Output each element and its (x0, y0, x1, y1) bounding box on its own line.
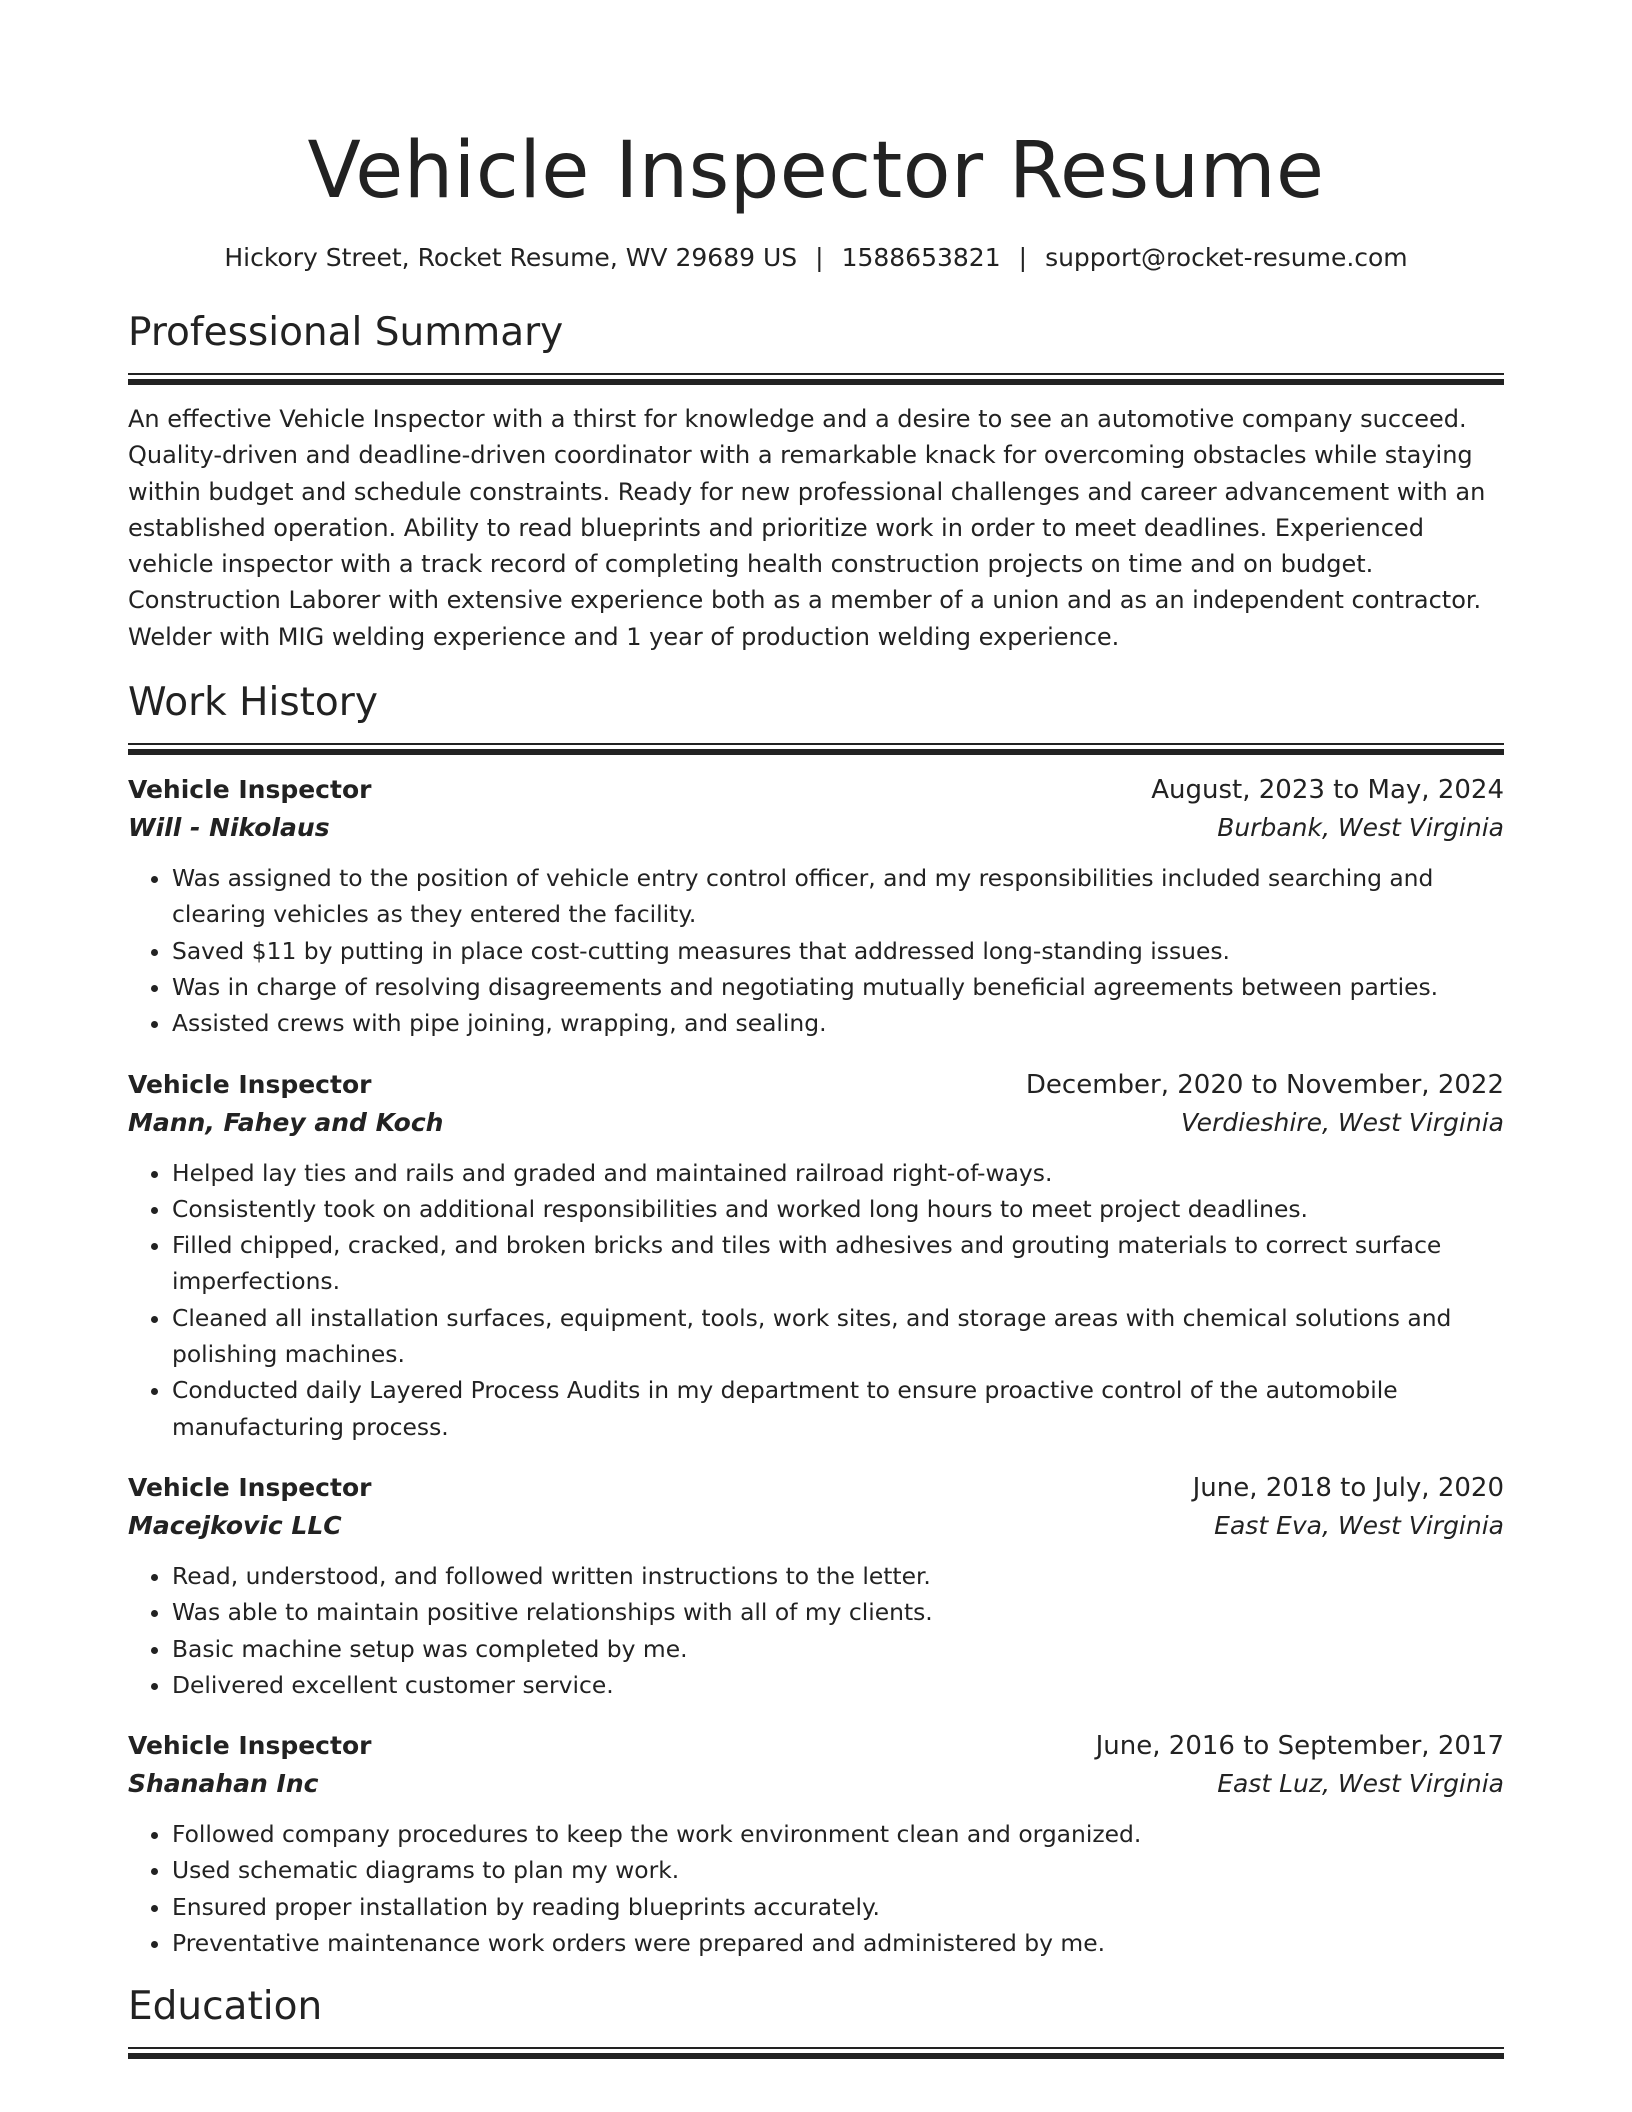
duty-list (128, 1558, 1504, 1703)
job-company: Mann, Fahey and Koch (128, 1107, 444, 1137)
job-dates: June, 2018 to July, 2020 (1192, 1472, 1504, 1503)
section-heading-summary: Professional Summary (128, 310, 564, 355)
job-entry (128, 771, 1504, 1041)
job-company: Will - Nikolaus (128, 813, 330, 843)
job-title: Vehicle Inspector (128, 775, 372, 805)
job-location: Burbank, West Virginia (1217, 813, 1504, 843)
job-entry (128, 1469, 1504, 1703)
contact-separator: | (1018, 243, 1028, 272)
job-title: Vehicle Inspector (128, 1472, 372, 1502)
job-title: Vehicle Inspector (128, 1731, 372, 1761)
contact-phone: 1588653821 (841, 243, 1001, 272)
duty-item: • Assisted crews with pipe joining, wrapping, and sealing. (172, 1005, 1504, 1041)
duty-item: • Followed company procedures to keep the work environment clean and organized. (172, 1816, 1504, 1852)
job-location: Verdieshire, West Virginia (1181, 1107, 1504, 1137)
section-divider (128, 2047, 1504, 2059)
resume-page (128, 0, 1504, 2059)
job-entry (128, 1066, 1504, 1445)
resume-title: Vehicle Inspector Resume (307, 126, 1325, 216)
duty-item: • Consistently took on additional responsibilities and worked long hours to meet project deadlines. (172, 1191, 1504, 1227)
duty-item: • Basic machine setup was completed by me. (172, 1631, 1504, 1667)
job-title: Vehicle Inspector (128, 1069, 372, 1099)
section-heading-education: Education (128, 1984, 323, 2030)
job-dates: December, 2020 to November, 2022 (1025, 1069, 1504, 1100)
job-company: Macejkovic LLC (128, 1510, 342, 1540)
duty-item: • Delivered excellent customer service. (172, 1667, 1504, 1703)
summary-text: An effective Vehicle Inspector with a thirst for knowledge and a desire to see an automotive company succeed. Quality-driven and deadline-driven coordinator with a remarkable knack for overcoming obstacles while staying within budget and schedule constraints. Ready for new professional challenges and career advancement with an established operation. Ability to read blueprints and prioritize work in order to meet deadlines. Experienced vehicle inspector with a track record of completing health construction projects on time and on budget. Construction Laborer with extensive experience both as a member of a union and as an independent contractor. Welder with MIG welding experience and 1 year of production welding experience. (128, 405, 1486, 651)
duty-list (128, 1155, 1504, 1445)
job-location: East Luz, West Virginia (1217, 1769, 1504, 1799)
duty-item: • Was assigned to the position of vehicle entry control officer, and my responsibilities included searching and clearing vehicles as they entered the facility. (172, 860, 1504, 933)
duty-item: • Read, understood, and followed written instructions to the letter. (172, 1558, 1504, 1594)
contact-separator: | (815, 243, 824, 272)
contact-address: Hickory Street, Rocket Resume, WV 29689 US (224, 243, 798, 272)
contact-line (128, 241, 1504, 275)
job-dates: June, 2016 to September, 2017 (1095, 1731, 1504, 1762)
duty-list (128, 860, 1504, 1041)
job-company: Shanahan Inc (128, 1769, 319, 1799)
duty-item: • Helped lay ties and rails and graded and maintained railroad right-of-ways. (172, 1155, 1504, 1191)
duty-item: • Was able to maintain positive relationships with all of my clients. (172, 1594, 1504, 1630)
duty-list (128, 1816, 1504, 1961)
duty-item: • Saved $11 by putting in place cost-cutting measures that addressed long-standing issues. (172, 933, 1504, 969)
duty-item: • Cleaned all installation surfaces, equipment, tools, work sites, and storage areas with chemical solutions and polishing machines. (172, 1300, 1504, 1373)
summary-section (128, 307, 1504, 655)
job-dates: August, 2023 to May, 2024 (1151, 775, 1504, 806)
duty-item: • Ensured proper installation by reading blueprints accurately. (172, 1889, 1504, 1925)
duty-item: • Preventative maintenance work orders were prepared and administered by me. (172, 1925, 1504, 1961)
section-heading-work-history: Work History (128, 680, 378, 726)
job-location: East Eva, West Virginia (1214, 1510, 1504, 1540)
education-section (128, 1981, 1504, 2059)
section-divider (128, 373, 1504, 385)
duty-item: • Conducted daily Layered Process Audits in my department to ensure proactive control of the automobile manufacturing process. (172, 1372, 1504, 1445)
job-entry (128, 1727, 1504, 1961)
contact-email[interactable]: support@rocket-resume.com (1045, 243, 1408, 272)
duty-item: • Was in charge of resolving disagreements and negotiating mutually beneficial agreements between parties. (172, 969, 1504, 1005)
work-history-section (128, 677, 1504, 1961)
section-divider (128, 743, 1504, 755)
duty-item: • Used schematic diagrams to plan my work. (172, 1852, 1504, 1888)
duty-item: • Filled chipped, cracked, and broken bricks and tiles with adhesives and grouting materials to correct surface imperfections. (172, 1227, 1504, 1300)
